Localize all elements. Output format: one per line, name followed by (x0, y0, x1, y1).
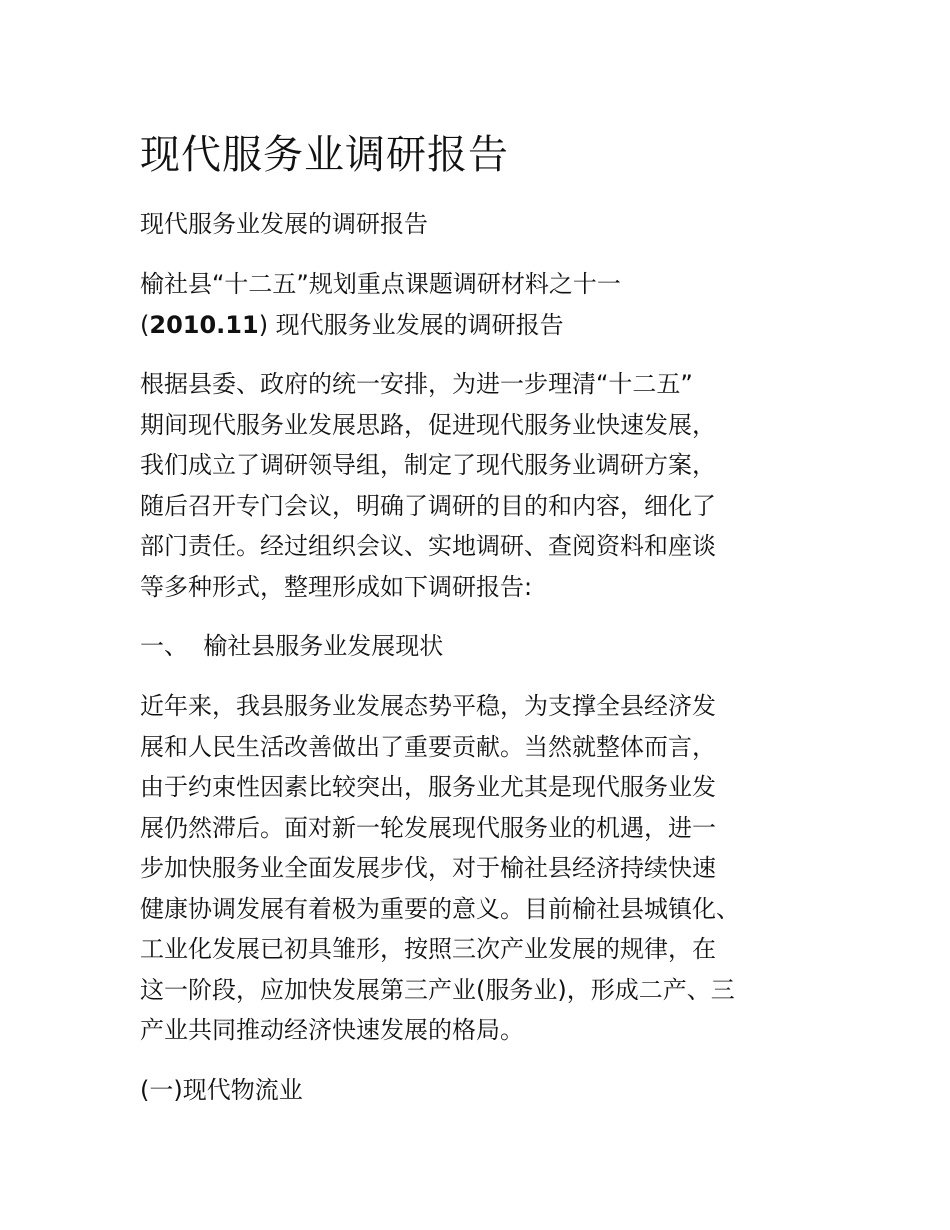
paragraph-line: 工业化发展已初具雏形，按照三次产业发展的规律，在 (140, 935, 716, 963)
paragraph-line: 部门责任。经过组织会议、实地调研、查阅资料和座谈 (140, 532, 716, 560)
section-1-paragraph (140, 686, 820, 1051)
document-subtitle: 现代服务业发展的调研报告 (140, 210, 428, 238)
intro-paragraph (140, 364, 820, 607)
meta-line-2-open: ( (140, 311, 150, 339)
paragraph-line: 健康协调发展有着极为重要的意义。目前榆社县城镇化、 (140, 894, 740, 923)
paragraph-line: 我们成立了调研领导组，制定了现代服务业调研方案， (140, 451, 716, 479)
meta-line-2 (140, 305, 564, 345)
meta-line-2-date: 2010.11 (149, 311, 259, 339)
paragraph-line: 展仍然滞后。面对新一轮发展现代服务业的机遇，进一 (140, 813, 716, 842)
section-1-heading: 一、 榆社县服务业发展现状 (140, 632, 444, 660)
paragraph-line: 产业共同推动经济快速发展的格局。 (140, 1016, 524, 1044)
paragraph-line: 期间现代服务业发展思路，促进现代服务业快速发展， (140, 410, 716, 439)
meta-line-1: 榆社县“十二五”规划重点课题调研材料之十一 (140, 270, 621, 298)
paragraph-line: 步加快服务业全面发展步伐，对于榆社县经济持续快速 (140, 854, 716, 882)
meta-line-2-rest: ) 现代服务业发展的调研报告 (258, 311, 564, 339)
paragraph-line: 根据县委、政府的统一安排，为进一步理清“十二五” (140, 370, 693, 398)
paragraph-line: 等多种形式，整理形成如下调研报告: (140, 572, 533, 601)
paragraph-line: 由于约束性因素比较突出，服务业尤其是现代服务业发 (140, 773, 716, 801)
paragraph-line: 近年来，我县服务业发展态势平稳，为支撑全县经济发 (140, 692, 716, 720)
document-title: 现代服务业调研报告 (140, 132, 509, 178)
paragraph-line: 随后召开专门会议，明确了调研的目的和内容，细化了 (140, 491, 716, 520)
paragraph-line: 展和人民生活改善做出了重要贡献。当然就整体而言， (140, 732, 716, 761)
paragraph-line: 这一阶段，应加快发展第三产业(服务业)，形成二产、三 (140, 975, 735, 1004)
subsection-heading: (一)现代物流业 (140, 1076, 303, 1104)
